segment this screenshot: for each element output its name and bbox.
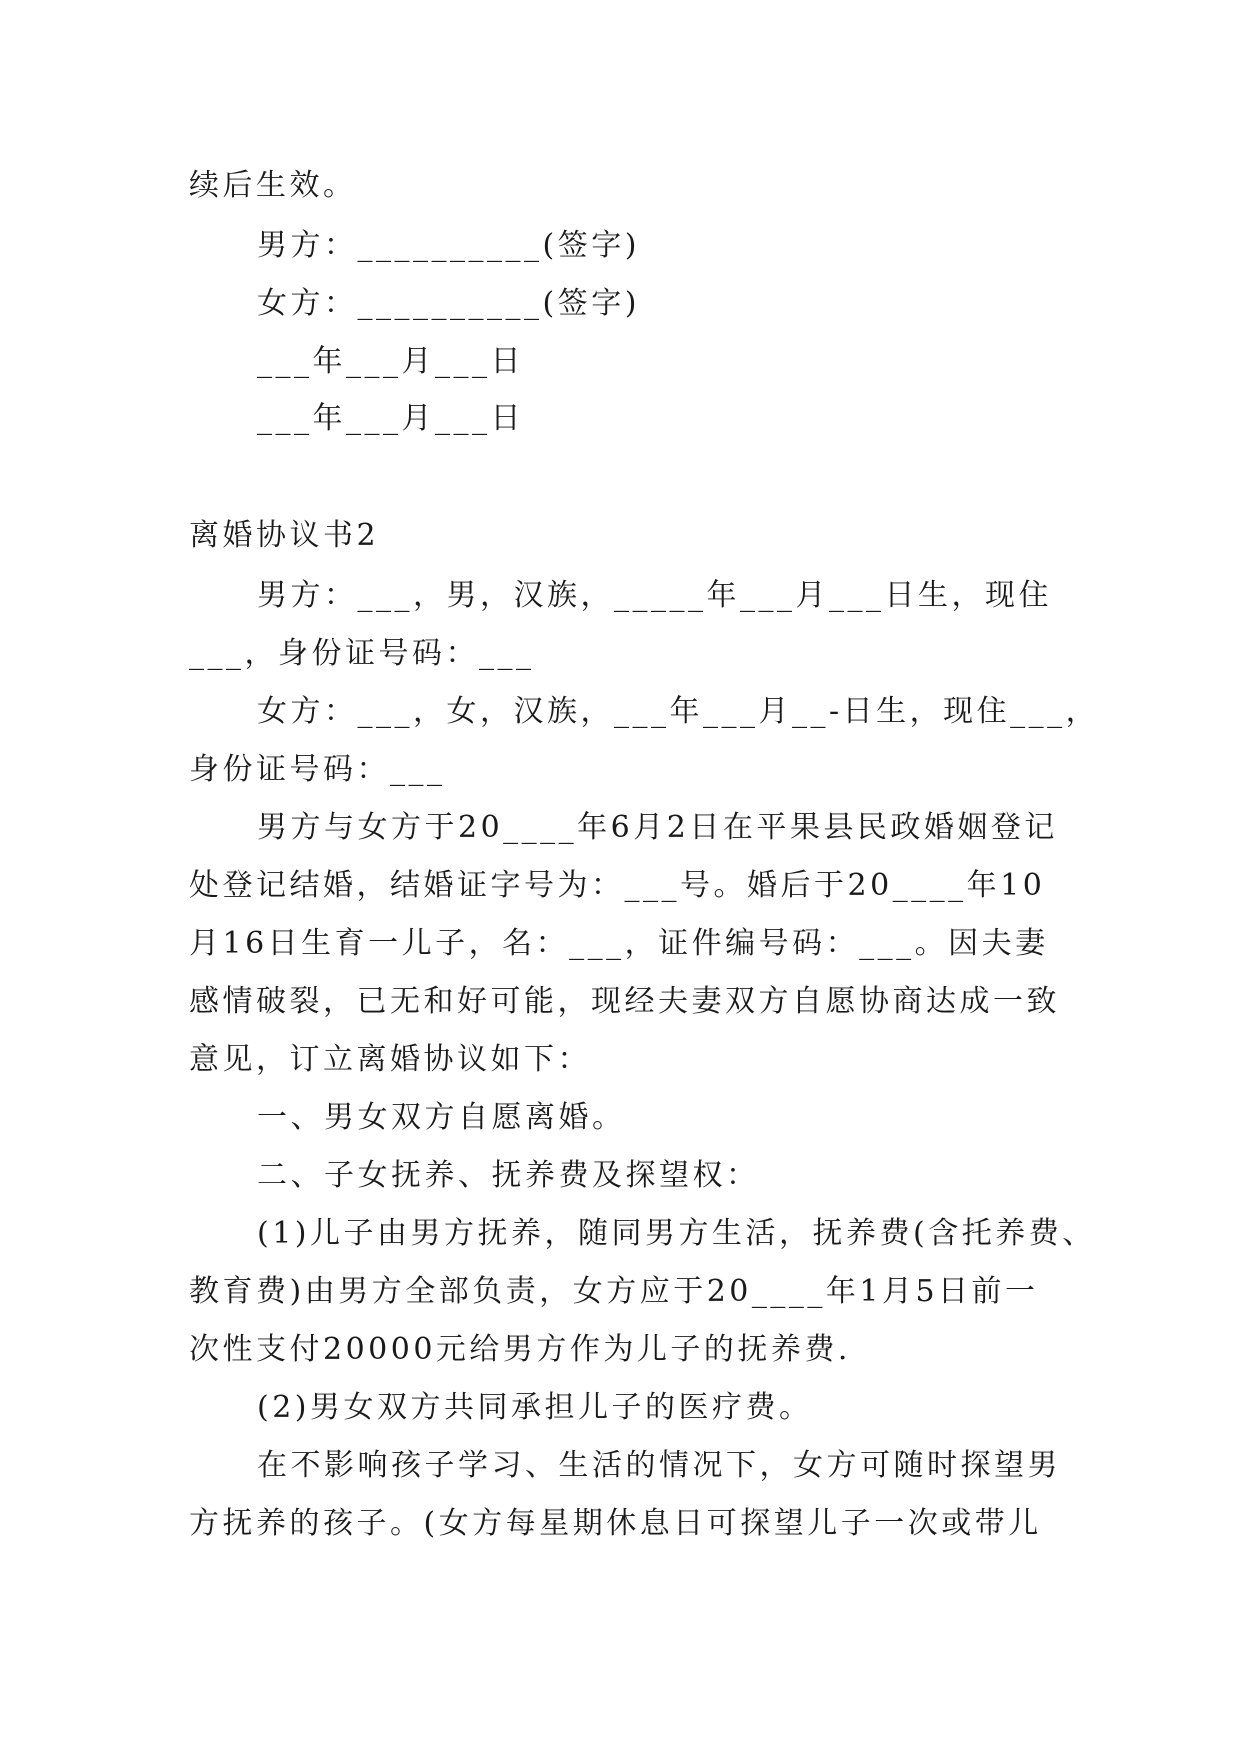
text-line: 方抚养的孩子。(女方每星期休息日可探望儿子一次或带儿 [189,1506,1042,1541]
text-line: 男方：___，男，汉族，_____年___月___日生，现住 [257,578,1052,613]
text-line: (2)男女双方共同承担儿子的医疗费。 [257,1390,813,1425]
text-line: 身份证号码：___ [189,752,446,787]
text-line: 意见，订立离婚协议如下： [189,1042,591,1077]
text-line: 续后生效。 [189,168,357,203]
text-line: 月16日生育一儿子，名：___，证件编号码：___。因夫妻 [189,926,1049,961]
text-line: ___，身份证号码：___ [189,636,535,671]
text-line: 女方：___，女，汉族，___年___月__-日生，现住___， [257,694,1100,729]
text-line: 次性支付20000元给男方作为儿子的抚养费. [189,1332,851,1367]
text-line: 处登记结婚，结婚证字号为：___号。婚后于20____年10 [189,868,1046,903]
clause-two-heading: 二、子女抚养、抚养费及探望权： [257,1158,760,1193]
signature-line-female: 女方：__________(签字) [257,286,640,321]
text-line: 男方与女方于20____年6月2日在平果县民政婚姻登记 [257,810,1058,845]
text-line: (1)儿子由男方抚养，随同男方生活，抚养费(含托养费、 [257,1216,1096,1251]
text-line: 感情破裂，已无和好可能，现经夫妻双方自愿协商达成一致 [189,984,1060,1019]
section-title: 离婚协议书2 [189,518,380,553]
text-line: 教育费)由男方全部负责，女方应于20____年1月5日前一 [189,1274,1039,1309]
clause-one: 一、男女双方自愿离婚。 [257,1100,626,1135]
text-line: 在不影响孩子学习、生活的情况下，女方可随时探望男 [257,1448,1061,1483]
date-line: ___年___月___日 [257,344,524,379]
signature-line-male: 男方：__________(签字) [257,228,640,263]
date-line: ___年___月___日 [257,401,524,436]
